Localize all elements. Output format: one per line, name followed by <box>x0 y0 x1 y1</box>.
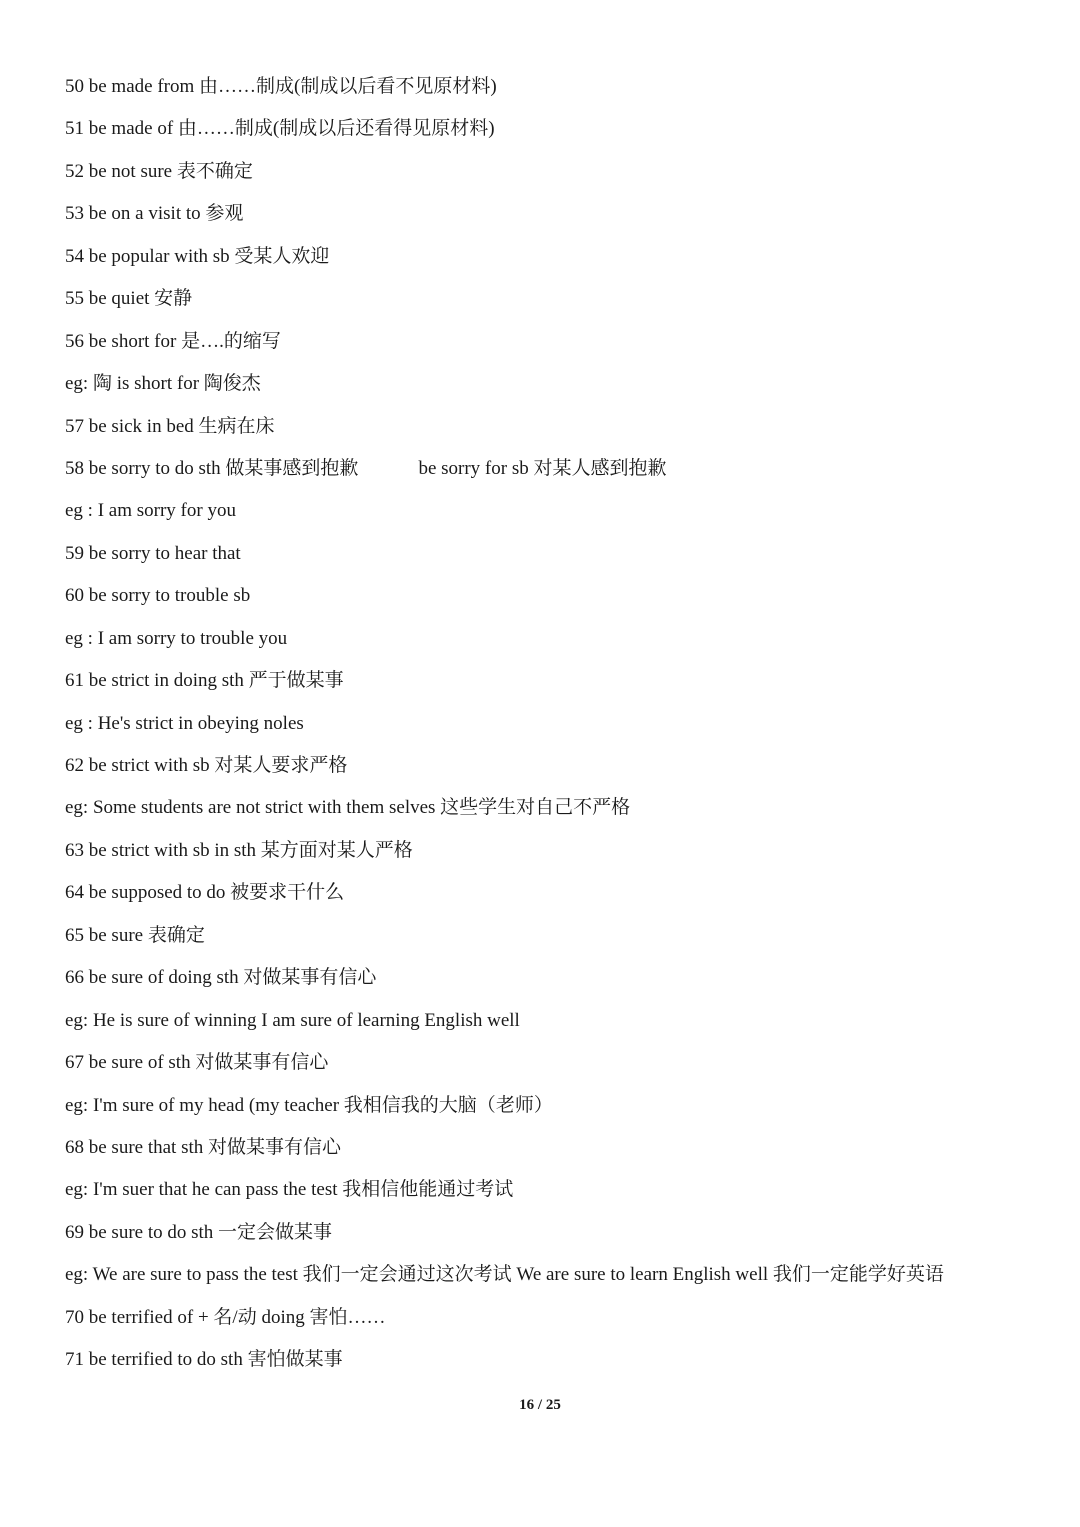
list-item: 58 be sorry to do sth 做某事感到抱歉 be sorry for sb 对某人感到抱歉 <box>65 448 1055 490</box>
list-item: 53 be on a visit to 参观 <box>65 203 244 225</box>
example-line: eg: He is sure of winning I am sure of learning English well <box>65 1009 520 1031</box>
example-line: eg: I'm suer that he can pass the test 我相信他能通过考试 <box>65 1179 514 1201</box>
example-line: eg : I am sorry for you <box>65 500 236 522</box>
list-item: 62 be strict with sb 对某人要求严格 <box>65 755 348 776</box>
example-line: eg: I'm sure of my head (my teacher 我相信我的大脑（老师） <box>65 1094 553 1116</box>
list-item: 55 be quiet 安静 <box>65 288 193 310</box>
example-line: eg: We are sure to pass the test 我们一定会通过这次考试 We are sure to learn English well 我们一定能学好英语 <box>65 1264 944 1286</box>
list-item: 64 be supposed to do 被要求干什么 <box>65 882 345 904</box>
list-item: 70 be terrified of + 名/动 doing 害怕…… <box>65 1306 386 1328</box>
example-line: eg: Some students are not strict with them selves 这些学生对自己不严格 <box>65 797 631 819</box>
list-item: 68 be sure that sth 对做某事有信心 <box>65 1136 342 1158</box>
example-line: eg: 陶 is short for 陶俊杰 <box>65 373 261 395</box>
list-item: 54 be popular with sb 受某人欢迎 <box>65 245 330 267</box>
example-line: eg : I am sorry to trouble you <box>65 627 288 649</box>
list-item: 67 be sure of sth 对做某事有信心 <box>65 1052 329 1074</box>
list-item: 50 be made from 由……制成(制成以后看不见原材料) <box>65 76 497 97</box>
list-item: 71 be terrified to do sth 害怕做某事 <box>65 1349 343 1371</box>
page-number: 16 / 25 <box>519 1397 561 1413</box>
list-item: 60 be sorry to trouble sb <box>65 585 251 607</box>
list-item: 66 be sure of doing sth 对做某事有信心 <box>65 967 377 989</box>
example-line: eg : He's strict in obeying noles <box>65 712 304 734</box>
list-item: 52 be not sure 表不确定 <box>65 160 253 182</box>
list-item: 59 be sorry to hear that <box>65 542 241 564</box>
list-item: 57 be sick in bed 生病在床 <box>65 415 275 437</box>
list-item: 69 be sure to do sth 一定会做某事 <box>65 1221 333 1243</box>
list-item: 65 be sure 表确定 <box>65 924 205 946</box>
list-item-secondary: be sorry for sb 对某人感到抱歉 <box>418 457 667 479</box>
list-item: 63 be strict with sb in sth 某方面对某人严格 <box>65 839 413 861</box>
list-item: 51 be made of 由……制成(制成以后还看得见原材料) <box>65 118 495 140</box>
list-item: 61 be strict in doing sth 严于做某事 <box>65 670 344 692</box>
vocabulary-list <box>65 66 1055 1382</box>
list-item: 56 be short for 是….的缩写 <box>65 330 281 352</box>
